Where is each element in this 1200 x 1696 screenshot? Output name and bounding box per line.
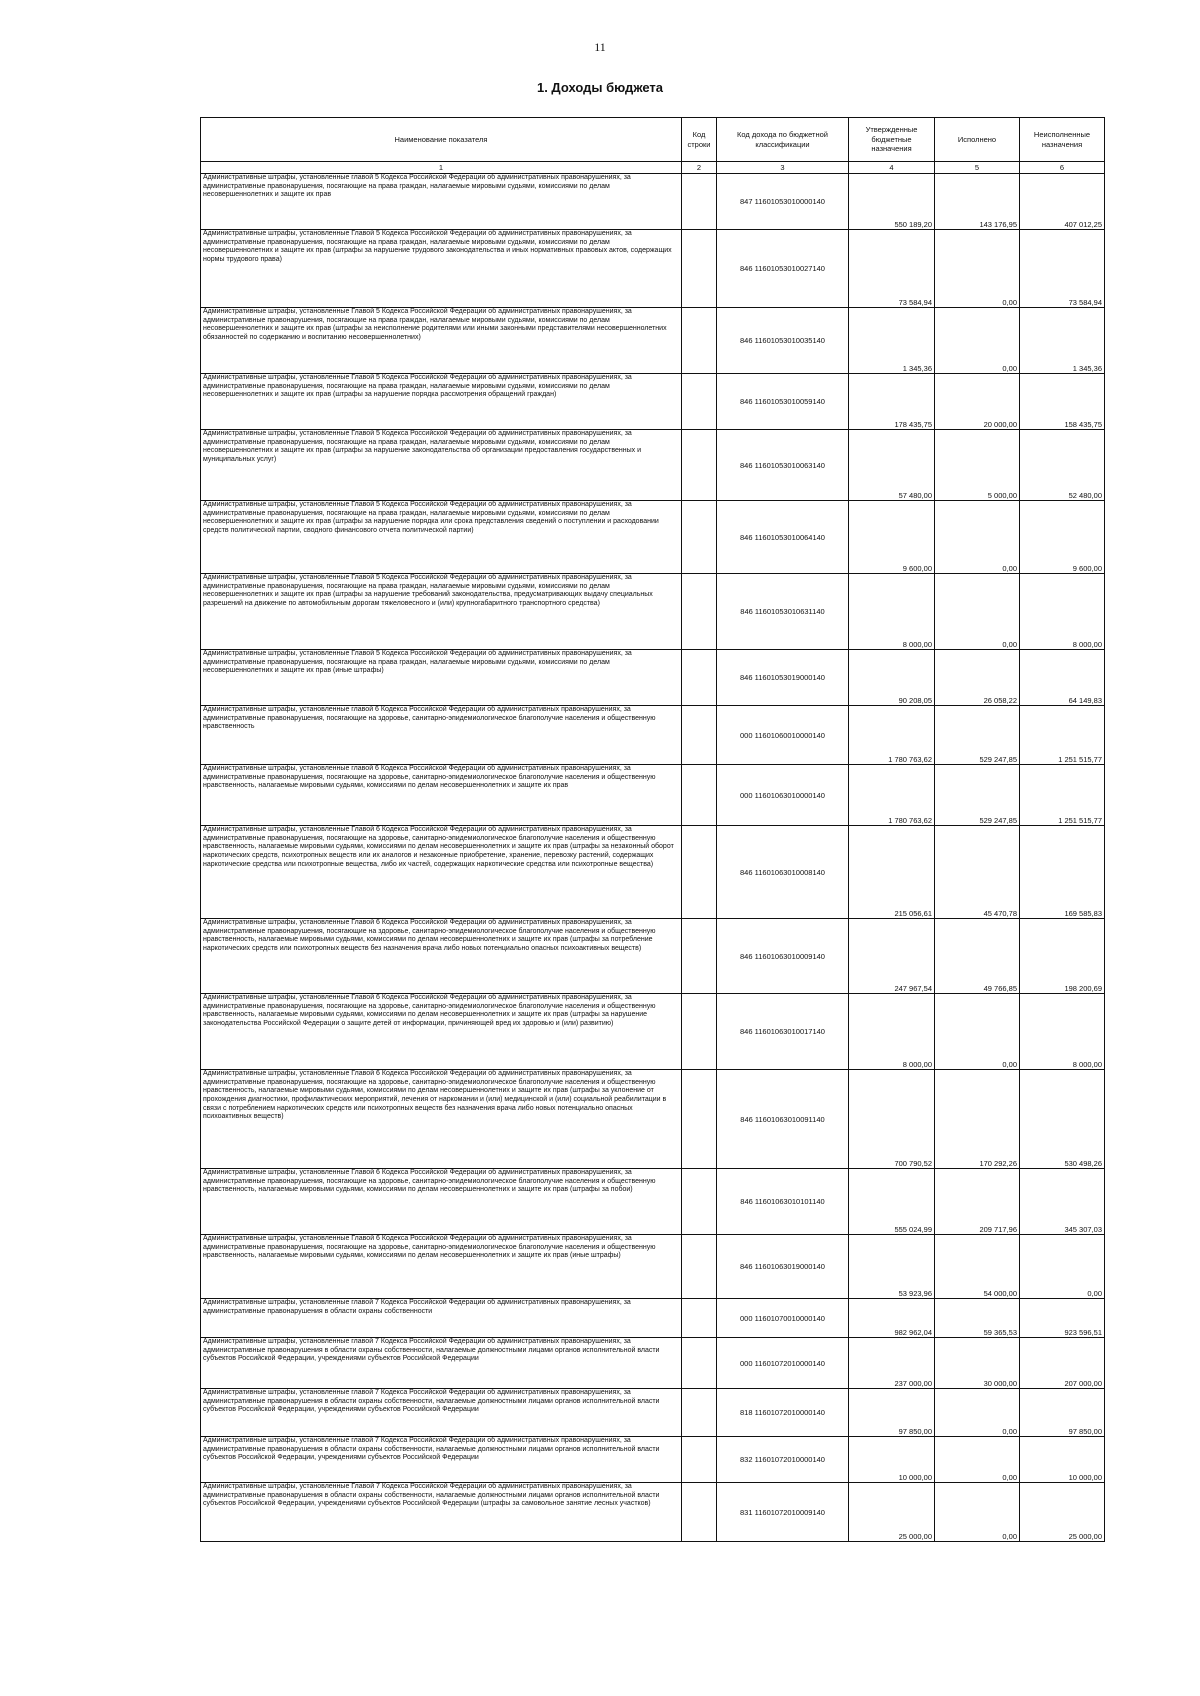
column-number: 4 xyxy=(849,162,935,174)
row-executed: 0,00 xyxy=(935,994,1020,1070)
row-unexecuted: 64 149,83 xyxy=(1020,650,1105,706)
row-unexecuted: 923 596,51 xyxy=(1020,1299,1105,1338)
row-budget-code: 846 11601053010631140 xyxy=(717,574,849,650)
budget-revenue-table xyxy=(200,117,1105,1542)
row-unexecuted: 1 345,36 xyxy=(1020,308,1105,374)
row-name: Административные штрафы, установленные главой 6 Кодекса Российской Федерации об административных правонарушениях, за административные правонарушения, посягающие на здоровье, санитарно-эпидемиологическое благополучие населения и общественную нравственность, налагаемые мировыми судьями, комиссиями по делам несовершеннолетних и защите их прав xyxy=(201,765,682,826)
row-unexecuted: 345 307,03 xyxy=(1020,1169,1105,1235)
table-row xyxy=(201,1169,1105,1235)
header-approved: Утвержденные бюджетные назначения xyxy=(849,118,935,162)
row-unexecuted: 0,00 xyxy=(1020,1235,1105,1299)
table-row xyxy=(201,174,1105,230)
row-unexecuted: 1 251 515,77 xyxy=(1020,706,1105,765)
row-name: Административные штрафы, установленные Главой 5 Кодекса Российской Федерации об административных правонарушениях, за административные правонарушения, посягающие на права граждан, налагаемые мировыми судьями, комиссиями по делам несовершеннолетних и защите их прав (штрафы за нарушение законодательства об организации предоставления государственных и муниципальных услуг) xyxy=(201,430,682,501)
row-approved: 10 000,00 xyxy=(849,1437,935,1483)
row-line-code xyxy=(682,1338,717,1389)
row-executed: 143 176,95 xyxy=(935,174,1020,230)
row-approved: 57 480,00 xyxy=(849,430,935,501)
row-approved: 700 790,52 xyxy=(849,1070,935,1169)
row-approved: 90 208,05 xyxy=(849,650,935,706)
row-name: Административные штрафы, установленные Главой 6 Кодекса Российской Федерации об административных правонарушениях, за административные правонарушения, посягающие на здоровье, санитарно-эпидемиологическое благополучие населения и общественную нравственность, налагаемые мировыми судьями, комиссиями по делам несовершеннолетних и защите их прав (штрафы за нарушение законодательства Российской Федерации о защите детей от информации, причиняющей вред их здоровью и (или) развитию) xyxy=(201,994,682,1070)
table-row xyxy=(201,994,1105,1070)
row-line-code xyxy=(682,1389,717,1437)
row-name: Административные штрафы, установленные Главой 5 Кодекса Российской Федерации об административных правонарушениях, за административные правонарушения, посягающие на права граждан, налагаемые мировыми судьями, комиссиями по делам несовершеннолетних и защите их прав (иные штрафы) xyxy=(201,650,682,706)
row-line-code xyxy=(682,1169,717,1235)
table-header-row xyxy=(201,118,1105,162)
row-line-code xyxy=(682,374,717,430)
row-name: Административные штрафы, установленные Главой 5 Кодекса Российской Федерации об административных правонарушениях, за административные правонарушения, посягающие на права граждан, налагаемые мировыми судьями, комиссиями по делам несовершеннолетних и защите их прав (штрафы за нарушение требований законодательства, предусматривающих выдачу специальных разрешений на движение по автомобильным дорогам тяжеловесного и (или) крупногабаритного транспортного средства) xyxy=(201,574,682,650)
row-executed: 170 292,26 xyxy=(935,1070,1020,1169)
header-unexecuted: Неисполненные назначения xyxy=(1020,118,1105,162)
row-name: Административные штрафы, установленные главой 7 Кодекса Российской Федерации об административных правонарушениях, за административные правонарушения в области охраны собственности xyxy=(201,1299,682,1338)
column-number: 1 xyxy=(201,162,682,174)
table-row xyxy=(201,1070,1105,1169)
row-executed: 0,00 xyxy=(935,1389,1020,1437)
row-approved: 215 056,61 xyxy=(849,826,935,919)
column-number: 6 xyxy=(1020,162,1105,174)
row-executed: 529 247,85 xyxy=(935,706,1020,765)
header-name: Наименование показателя xyxy=(201,118,682,162)
table-row xyxy=(201,650,1105,706)
row-line-code xyxy=(682,1299,717,1338)
row-approved: 1 780 763,62 xyxy=(849,706,935,765)
row-budget-code: 818 11601072010000140 xyxy=(717,1389,849,1437)
row-executed: 59 365,53 xyxy=(935,1299,1020,1338)
row-executed: 0,00 xyxy=(935,1437,1020,1483)
row-budget-code: 846 11601053019000140 xyxy=(717,650,849,706)
row-line-code xyxy=(682,574,717,650)
row-budget-code: 846 11601053010027140 xyxy=(717,230,849,308)
row-approved: 555 024,99 xyxy=(849,1169,935,1235)
table-row xyxy=(201,826,1105,919)
row-unexecuted: 9 600,00 xyxy=(1020,501,1105,574)
row-unexecuted: 97 850,00 xyxy=(1020,1389,1105,1437)
header-budget-code: Код дохода по бюджетной классификации xyxy=(717,118,849,162)
row-budget-code: 000 11601060010000140 xyxy=(717,706,849,765)
row-approved: 982 962,04 xyxy=(849,1299,935,1338)
table-row xyxy=(201,230,1105,308)
row-executed: 45 470,78 xyxy=(935,826,1020,919)
row-name: Административные штрафы, установленные Главой 5 Кодекса Российской Федерации об административных правонарушениях, за административные правонарушения, посягающие на права граждан, налагаемые мировыми судьями, комиссиями по делам несовершеннолетних и защите их прав (штрафы за неисполнение родителями или иными законными представителями несовершеннолетних обязанностей по содержанию и воспитанию несовершеннолетних) xyxy=(201,308,682,374)
row-budget-code: 832 11601072010000140 xyxy=(717,1437,849,1483)
row-unexecuted: 407 012,25 xyxy=(1020,174,1105,230)
row-name: Административные штрафы, установленные Главой 6 Кодекса Российской Федерации об административных правонарушениях, за административные правонарушения, посягающие на здоровье, санитарно-эпидемиологическое благополучие населения и общественную нравственность, налагаемые мировыми судьями, комиссиями по делам несовершеннолетних и защите их прав (иные штрафы) xyxy=(201,1235,682,1299)
header-executed: Исполнено xyxy=(935,118,1020,162)
row-approved: 550 189,20 xyxy=(849,174,935,230)
row-executed: 529 247,85 xyxy=(935,765,1020,826)
table-row xyxy=(201,1483,1105,1542)
row-name: Административные штрафы, установленные Главой 7 Кодекса Российской Федерации об административных правонарушениях, за административные правонарушения в области охраны собственности, налагаемые должностными лицами органов исполнительной власти субъектов Российской Федерации, учреждениями субъектов Российской Федерации (штрафы за самовольное занятие лесных участков) xyxy=(201,1483,682,1542)
table-row xyxy=(201,574,1105,650)
row-approved: 178 435,75 xyxy=(849,374,935,430)
row-line-code xyxy=(682,230,717,308)
row-line-code xyxy=(682,1235,717,1299)
row-executed: 0,00 xyxy=(935,574,1020,650)
row-budget-code: 846 11601063019000140 xyxy=(717,1235,849,1299)
row-line-code xyxy=(682,919,717,994)
row-executed: 49 766,85 xyxy=(935,919,1020,994)
row-name: Административные штрафы, установленные главой 5 Кодекса Российской Федерации об административных правонарушениях, за административные правонарушения, посягающие на права граждан, налагаемые мировыми судьями, комиссиями по делам несовершеннолетних и защите их прав xyxy=(201,174,682,230)
row-budget-code: 000 11601063010000140 xyxy=(717,765,849,826)
table-row xyxy=(201,1299,1105,1338)
row-budget-code: 846 11601063010017140 xyxy=(717,994,849,1070)
row-budget-code: 847 11601053010000140 xyxy=(717,174,849,230)
row-executed: 26 058,22 xyxy=(935,650,1020,706)
row-approved: 53 923,96 xyxy=(849,1235,935,1299)
table-row xyxy=(201,1389,1105,1437)
table-row xyxy=(201,374,1105,430)
row-unexecuted: 10 000,00 xyxy=(1020,1437,1105,1483)
column-number: 5 xyxy=(935,162,1020,174)
row-unexecuted: 158 435,75 xyxy=(1020,374,1105,430)
row-budget-code: 000 11601070010000140 xyxy=(717,1299,849,1338)
row-unexecuted: 73 584,94 xyxy=(1020,230,1105,308)
table-row xyxy=(201,501,1105,574)
table-row xyxy=(201,1338,1105,1389)
row-approved: 237 000,00 xyxy=(849,1338,935,1389)
column-number-row xyxy=(201,162,1105,174)
table-row xyxy=(201,1235,1105,1299)
table-row xyxy=(201,919,1105,994)
row-name: Административные штрафы, установленные Главой 6 Кодекса Российской Федерации об административных правонарушениях, за административные правонарушения, посягающие на здоровье, санитарно-эпидемиологическое благополучие населения и общественную нравственность, налагаемые мировыми судьями, комиссиями по делам несовершеннолетних и защите их прав (штрафы за потребление наркотических средств или психотропных веществ без назначения врача либо новых потенциально опасных психоактивных веществ) xyxy=(201,919,682,994)
row-line-code xyxy=(682,765,717,826)
row-name: Административные штрафы, установленные Главой 6 Кодекса Российской Федерации об административных правонарушениях, за административные правонарушения, посягающие на здоровье, санитарно-эпидемиологическое благополучие населения и общественную нравственность, налагаемые мировыми судьями, комиссиями по делам несовершеннолетних и защите их прав (штрафы за уклонение от прохождения диагностики, профилактических мероприятий, лечения от наркомании и (или) медицинской и (или) социальной реабилитации в связи с потреблением наркотических средств или психотропных веществ без назначения врача либо новых потенциально опасных психоактивных веществ) xyxy=(201,1070,682,1169)
row-line-code xyxy=(682,308,717,374)
row-line-code xyxy=(682,430,717,501)
table-row xyxy=(201,765,1105,826)
row-line-code xyxy=(682,174,717,230)
row-approved: 25 000,00 xyxy=(849,1483,935,1542)
row-name: Административные штрафы, установленные Главой 5 Кодекса Российской Федерации об административных правонарушениях, за административные правонарушения, посягающие на права граждан, налагаемые мировыми судьями, комиссиями по делам несовершеннолетних и защите их прав (штрафы за нарушение порядка рассмотрения обращений граждан) xyxy=(201,374,682,430)
row-approved: 247 967,54 xyxy=(849,919,935,994)
row-executed: 20 000,00 xyxy=(935,374,1020,430)
row-line-code xyxy=(682,650,717,706)
row-approved: 73 584,94 xyxy=(849,230,935,308)
table-row xyxy=(201,1437,1105,1483)
row-line-code xyxy=(682,706,717,765)
row-budget-code: 846 11601063010008140 xyxy=(717,826,849,919)
row-unexecuted: 530 498,26 xyxy=(1020,1070,1105,1169)
table-row xyxy=(201,706,1105,765)
row-line-code xyxy=(682,1437,717,1483)
header-line-code: Код строки xyxy=(682,118,717,162)
row-name: Административные штрафы, установленные главой 6 Кодекса Российской Федерации об административных правонарушениях, за административные правонарушения, посягающие на здоровье, санитарно-эпидемиологическое благополучие населения и общественную нравственность xyxy=(201,706,682,765)
row-line-code xyxy=(682,994,717,1070)
row-unexecuted: 8 000,00 xyxy=(1020,994,1105,1070)
row-line-code xyxy=(682,1483,717,1542)
row-budget-code: 846 11601063010101140 xyxy=(717,1169,849,1235)
row-budget-code: 846 11601053010059140 xyxy=(717,374,849,430)
column-number: 2 xyxy=(682,162,717,174)
row-unexecuted: 1 251 515,77 xyxy=(1020,765,1105,826)
row-unexecuted: 207 000,00 xyxy=(1020,1338,1105,1389)
row-name: Административные штрафы, установленные главой 7 Кодекса Российской Федерации об административных правонарушениях, за административные правонарушения в области охраны собственности, налагаемые должностными лицами органов исполнительной власти субъектов Российской Федерации, учреждениями субъектов Российской Федерации xyxy=(201,1389,682,1437)
row-approved: 8 000,00 xyxy=(849,994,935,1070)
row-executed: 0,00 xyxy=(935,501,1020,574)
row-executed: 30 000,00 xyxy=(935,1338,1020,1389)
row-name: Административные штрафы, установленные Главой 6 Кодекса Российской Федерации об административных правонарушениях, за административные правонарушения, посягающие на здоровье, санитарно-эпидемиологическое благополучие населения и общественную нравственность, налагаемые мировыми судьями, комиссиями по делам несовершеннолетних и защите их прав (штрафы за незаконный оборот наркотических средств, психотропных веществ или их аналогов и незаконные приобретение, хранение, перевозку растений, содержащих наркотические средства или психотропные вещества, либо их частей, содержащих наркотические средства или психотропные вещества) xyxy=(201,826,682,919)
table-row xyxy=(201,308,1105,374)
row-executed: 5 000,00 xyxy=(935,430,1020,501)
row-budget-code: 831 11601072010009140 xyxy=(717,1483,849,1542)
row-name: Административные штрафы, установленные Главой 6 Кодекса Российской Федерации об административных правонарушениях, за административные правонарушения, посягающие на здоровье, санитарно-эпидемиологическое благополучие населения и общественную нравственность, налагаемые мировыми судьями, комиссиями по делам несовершеннолетних и защите их прав (штрафы за побои) xyxy=(201,1169,682,1235)
row-name: Административные штрафы, установленные Главой 5 Кодекса Российской Федерации об административных правонарушениях, за административные правонарушения, посягающие на права граждан, налагаемые мировыми судьями, комиссиями по делам несовершеннолетних и защите их прав (штрафы за нарушение порядка или срока представления сведений о поступлении и расходовании средств политической партии, сводного финансового отчета политической партии) xyxy=(201,501,682,574)
row-unexecuted: 169 585,83 xyxy=(1020,826,1105,919)
row-executed: 0,00 xyxy=(935,1483,1020,1542)
row-approved: 1 780 763,62 xyxy=(849,765,935,826)
row-name: Административные штрафы, установленные главой 7 Кодекса Российской Федерации об административных правонарушениях, за административные правонарушения в области охраны собственности, налагаемые должностными лицами органов исполнительной власти субъектов Российской Федерации, учреждениями субъектов Российской Федерации xyxy=(201,1338,682,1389)
row-line-code xyxy=(682,1070,717,1169)
row-approved: 97 850,00 xyxy=(849,1389,935,1437)
table-row xyxy=(201,430,1105,501)
row-budget-code: 846 11601063010009140 xyxy=(717,919,849,994)
row-name: Административные штрафы, установленные Главой 5 Кодекса Российской Федерации об административных правонарушениях, за административные правонарушения, посягающие на права граждан, налагаемые мировыми судьями, комиссиями по делам несовершеннолетних и защите их прав (штрафы за нарушение трудового законодательства и иных нормативных правовых актов, содержащих нормы трудового права) xyxy=(201,230,682,308)
row-unexecuted: 198 200,69 xyxy=(1020,919,1105,994)
row-executed: 0,00 xyxy=(935,308,1020,374)
row-line-code xyxy=(682,501,717,574)
page-number: 11 xyxy=(594,40,606,54)
table-body xyxy=(201,174,1105,1542)
row-approved: 8 000,00 xyxy=(849,574,935,650)
row-unexecuted: 52 480,00 xyxy=(1020,430,1105,501)
row-budget-code: 000 11601072010000140 xyxy=(717,1338,849,1389)
row-line-code xyxy=(682,826,717,919)
row-executed: 54 000,00 xyxy=(935,1235,1020,1299)
row-name: Административные штрафы, установленные главой 7 Кодекса Российской Федерации об административных правонарушениях, за административные правонарушения в области охраны собственности, налагаемые должностными лицами органов исполнительной власти субъектов Российской Федерации, учреждениями субъектов Российской Федерации xyxy=(201,1437,682,1483)
row-unexecuted: 25 000,00 xyxy=(1020,1483,1105,1542)
row-approved: 1 345,36 xyxy=(849,308,935,374)
column-number: 3 xyxy=(717,162,849,174)
row-budget-code: 846 11601063010091140 xyxy=(717,1070,849,1169)
row-approved: 9 600,00 xyxy=(849,501,935,574)
row-executed: 209 717,96 xyxy=(935,1169,1020,1235)
row-executed: 0,00 xyxy=(935,230,1020,308)
document-title: 1. Доходы бюджета xyxy=(536,80,664,95)
row-budget-code: 846 11601053010064140 xyxy=(717,501,849,574)
row-budget-code: 846 11601053010063140 xyxy=(717,430,849,501)
row-budget-code: 846 11601053010035140 xyxy=(717,308,849,374)
row-unexecuted: 8 000,00 xyxy=(1020,574,1105,650)
